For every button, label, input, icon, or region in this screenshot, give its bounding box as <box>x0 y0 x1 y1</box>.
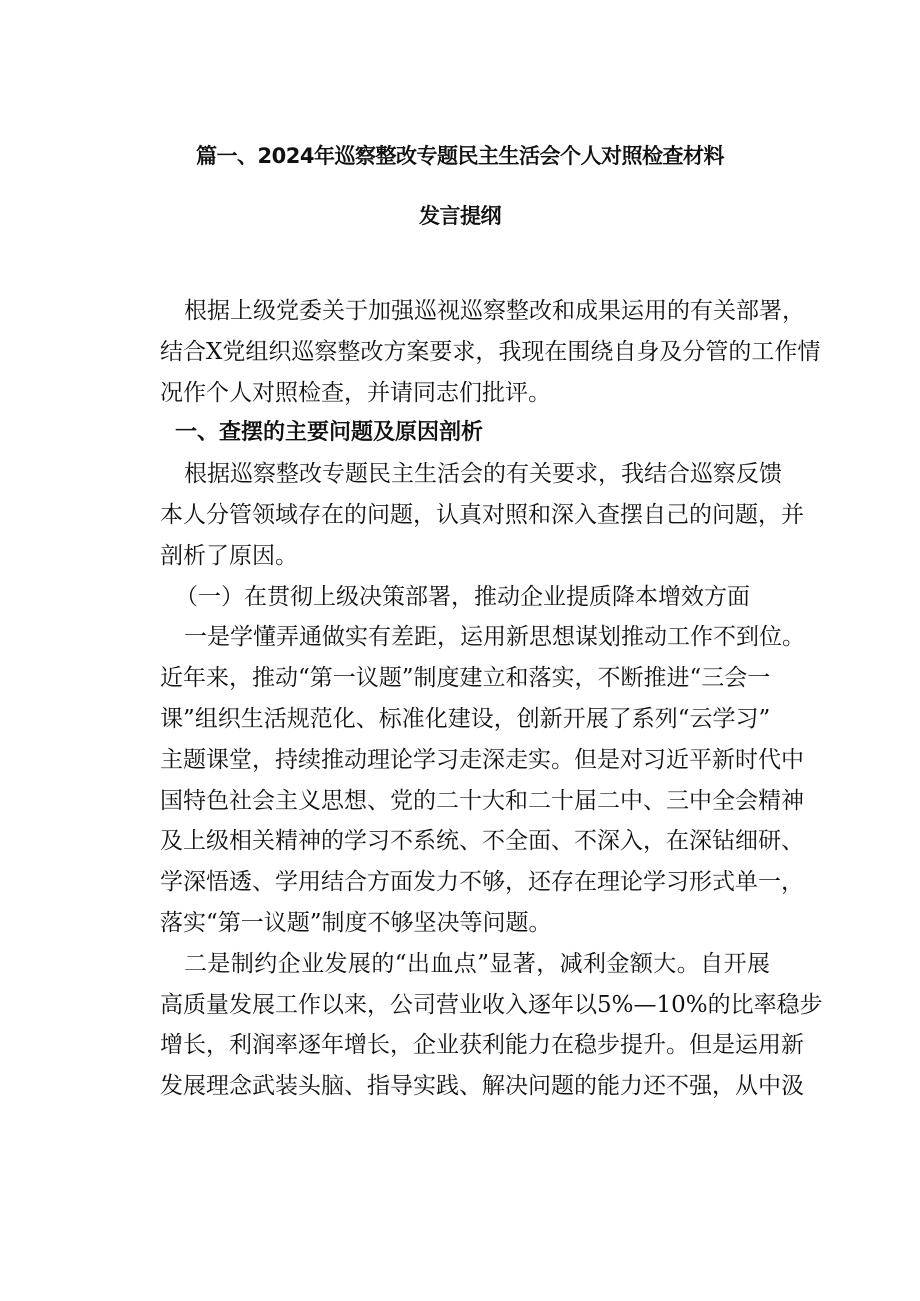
document-subtitle: 发言提纲 <box>419 204 501 228</box>
paragraph-line: 根据上级党委关于加强巡视巡察整改和成果运用的有关部署， <box>184 298 805 324</box>
paragraph-line: 发展理念武装头脑、指导实践、解决问题的能力还不强，从中汲 <box>160 1073 804 1100</box>
paragraph-line: 一是学懂弄通做实有差距，运用新思想谋划推动工作不到位。 <box>184 624 805 651</box>
subsection-heading: （一）在贯彻上级决策部署，推动企业提质降本增效方面 <box>175 583 750 610</box>
paragraph-line: 及上级相关精神的学习不系统、不全面、不深入，在深钻细研、 <box>160 828 804 855</box>
paragraph-line: 本人分管领域存在的问题，认真对照和深入查摆自己的问题，并 <box>160 501 804 528</box>
paragraph-line: 剖析了原因。 <box>160 542 298 569</box>
paragraph-line: 主题课堂，持续推动理论学习走深走实。但是对习近平新时代中 <box>160 746 804 773</box>
paragraph-line: 课”组织生活规范化、标准化建设，创新开展了系列“云学习” <box>160 705 771 732</box>
paragraph-line: 结合X党组织巡察整改方案要求，我现在围绕自身及分管的工作情 <box>160 338 821 365</box>
paragraph-line: 况作个人对照检查，并请同志们批评。 <box>160 379 551 406</box>
paragraph-line: 近年来，推动“第一议题”制度建立和落实，不断推进“三会一 <box>160 665 771 692</box>
document-title: 篇一、2024年巡察整改专题民主生活会个人对照检查材料 <box>196 144 724 168</box>
paragraph-line: 高质量发展工作以来，公司营业收入逐年以5%—10%的比率稳步 <box>160 991 823 1018</box>
paragraph-line: 落实“第一议题”制度不够坚决等问题。 <box>160 909 552 936</box>
document-body <box>160 291 823 1107</box>
section-heading: 一、查摆的主要问题及原因剖析 <box>175 420 484 446</box>
paragraph-line: 二是制约企业发展的“出血点”显著，减利金额大。自开展 <box>184 950 770 977</box>
paragraph-line: 增长，利润率逐年增长，企业获利能力在稳步提升。但是运用新 <box>160 1032 804 1059</box>
paragraph-line: 国特色社会主义思想、党的二十大和二十届二中、三中全会精神 <box>160 787 804 814</box>
paragraph-line: 根据巡察整改专题民主生活会的有关要求，我结合巡察反馈 <box>184 461 782 488</box>
paragraph-line: 学深悟透、学用结合方面发力不够，还存在理论学习形式单一， <box>160 869 804 896</box>
